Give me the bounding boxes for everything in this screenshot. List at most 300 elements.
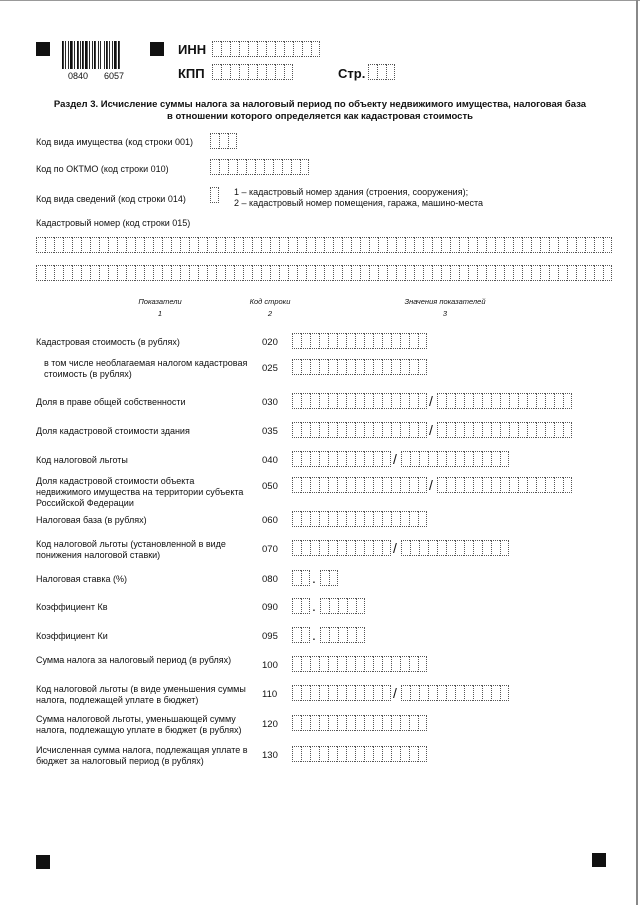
input-cell[interactable] (414, 265, 423, 281)
input-cell[interactable] (428, 540, 437, 556)
input-cell[interactable] (355, 746, 364, 762)
input-cell[interactable] (373, 359, 382, 375)
input-cell[interactable] (319, 477, 328, 493)
input-cell[interactable] (301, 570, 310, 586)
input-cell[interactable] (500, 477, 509, 493)
input-cell[interactable] (409, 333, 418, 349)
input-cell[interactable] (355, 540, 364, 556)
input-cell[interactable] (328, 393, 337, 409)
input-cell[interactable] (418, 359, 427, 375)
input-cell[interactable] (319, 333, 328, 349)
input-cell[interactable] (320, 598, 329, 614)
input-cell[interactable] (243, 265, 252, 281)
input-cell[interactable] (279, 237, 288, 253)
input-cell[interactable] (418, 746, 427, 762)
cadastral-number-field-row2[interactable] (36, 265, 612, 281)
input-cell[interactable] (482, 393, 491, 409)
input-cell[interactable] (400, 359, 409, 375)
input-cell[interactable] (319, 511, 328, 527)
input-cell[interactable] (364, 656, 373, 672)
input-cell[interactable] (594, 237, 603, 253)
input-cell[interactable] (273, 159, 282, 175)
input-cell[interactable] (545, 393, 554, 409)
row-field-040[interactable] (292, 451, 391, 467)
input-cell[interactable] (328, 746, 337, 762)
input-cell[interactable] (391, 393, 400, 409)
input-cell[interactable] (364, 422, 373, 438)
input-cell[interactable] (414, 237, 423, 253)
input-cell[interactable] (292, 422, 301, 438)
input-cell[interactable] (459, 265, 468, 281)
input-cell[interactable] (545, 422, 554, 438)
input-cell[interactable] (346, 333, 355, 349)
row-field-060[interactable] (292, 511, 427, 527)
input-cell[interactable] (328, 540, 337, 556)
input-cell[interactable] (500, 422, 509, 438)
input-cell[interactable] (382, 540, 391, 556)
row-field-090[interactable] (320, 598, 365, 614)
input-cell[interactable] (364, 746, 373, 762)
input-cell[interactable] (391, 422, 400, 438)
row-field-035[interactable] (292, 422, 427, 438)
input-cell[interactable] (386, 64, 395, 80)
input-cell[interactable] (355, 359, 364, 375)
inn-field[interactable] (212, 41, 320, 57)
input-cell[interactable] (301, 477, 310, 493)
input-cell[interactable] (324, 265, 333, 281)
input-cell[interactable] (255, 159, 264, 175)
input-cell[interactable] (477, 265, 486, 281)
input-cell[interactable] (45, 237, 54, 253)
input-cell[interactable] (518, 422, 527, 438)
input-cell[interactable] (576, 265, 585, 281)
input-cell[interactable] (347, 598, 356, 614)
input-cell[interactable] (310, 685, 319, 701)
input-cell[interactable] (410, 685, 419, 701)
input-cell[interactable] (387, 237, 396, 253)
input-cell[interactable] (347, 627, 356, 643)
input-cell[interactable] (337, 685, 346, 701)
input-cell[interactable] (418, 656, 427, 672)
row-field-080[interactable] (320, 570, 338, 586)
input-cell[interactable] (382, 685, 391, 701)
input-cell[interactable] (292, 511, 301, 527)
input-cell[interactable] (400, 477, 409, 493)
input-cell[interactable] (540, 265, 549, 281)
input-cell[interactable] (400, 656, 409, 672)
input-cell[interactable] (234, 265, 243, 281)
input-cell[interactable] (337, 656, 346, 672)
input-cell[interactable] (378, 237, 387, 253)
input-cell[interactable] (468, 237, 477, 253)
input-cell[interactable] (243, 237, 252, 253)
input-cell[interactable] (198, 265, 207, 281)
input-cell[interactable] (171, 265, 180, 281)
input-cell[interactable] (419, 685, 428, 701)
input-cell[interactable] (338, 598, 347, 614)
input-cell[interactable] (473, 422, 482, 438)
input-cell[interactable] (486, 265, 495, 281)
input-cell[interactable] (198, 237, 207, 253)
input-cell[interactable] (162, 265, 171, 281)
input-cell[interactable] (364, 359, 373, 375)
input-cell[interactable] (500, 393, 509, 409)
input-cell[interactable] (311, 41, 320, 57)
input-cell[interactable] (391, 511, 400, 527)
input-cell[interactable] (319, 422, 328, 438)
input-cell[interactable] (292, 451, 301, 467)
row-field-050[interactable] (437, 477, 572, 493)
input-cell[interactable] (338, 627, 347, 643)
input-cell[interactable] (356, 598, 365, 614)
input-cell[interactable] (500, 540, 509, 556)
input-cell[interactable] (329, 570, 338, 586)
input-cell[interactable] (297, 265, 306, 281)
input-cell[interactable] (405, 237, 414, 253)
input-cell[interactable] (536, 477, 545, 493)
page-number-field[interactable] (368, 64, 395, 80)
input-cell[interactable] (45, 265, 54, 281)
input-cell[interactable] (473, 393, 482, 409)
input-cell[interactable] (491, 685, 500, 701)
input-cell[interactable] (423, 265, 432, 281)
input-cell[interactable] (108, 265, 117, 281)
input-cell[interactable] (355, 715, 364, 731)
row-field-025[interactable] (292, 359, 427, 375)
input-cell[interactable] (342, 237, 351, 253)
input-cell[interactable] (355, 393, 364, 409)
input-cell[interactable] (216, 237, 225, 253)
input-cell[interactable] (36, 237, 45, 253)
input-cell[interactable] (477, 237, 486, 253)
input-cell[interactable] (382, 656, 391, 672)
input-cell[interactable] (346, 451, 355, 467)
input-cell[interactable] (319, 393, 328, 409)
input-cell[interactable] (346, 511, 355, 527)
input-cell[interactable] (563, 393, 572, 409)
input-cell[interactable] (594, 265, 603, 281)
input-cell[interactable] (301, 627, 310, 643)
input-cell[interactable] (108, 237, 117, 253)
input-cell[interactable] (464, 393, 473, 409)
input-cell[interactable] (464, 477, 473, 493)
input-cell[interactable] (328, 359, 337, 375)
input-cell[interactable] (504, 237, 513, 253)
input-cell[interactable] (549, 237, 558, 253)
input-cell[interactable] (117, 265, 126, 281)
input-cell[interactable] (364, 511, 373, 527)
input-cell[interactable] (446, 451, 455, 467)
input-cell[interactable] (428, 451, 437, 467)
input-cell[interactable] (144, 237, 153, 253)
input-cell[interactable] (567, 265, 576, 281)
input-cell[interactable] (419, 451, 428, 467)
input-cell[interactable] (292, 359, 301, 375)
input-cell[interactable] (346, 477, 355, 493)
input-cell[interactable] (346, 656, 355, 672)
input-cell[interactable] (558, 265, 567, 281)
input-cell[interactable] (301, 715, 310, 731)
input-cell[interactable] (373, 477, 382, 493)
input-cell[interactable] (355, 422, 364, 438)
input-cell[interactable] (292, 746, 301, 762)
input-cell[interactable] (216, 265, 225, 281)
input-cell[interactable] (300, 159, 309, 175)
input-cell[interactable] (549, 265, 558, 281)
input-cell[interactable] (99, 237, 108, 253)
input-cell[interactable] (301, 451, 310, 467)
input-cell[interactable] (301, 656, 310, 672)
input-cell[interactable] (382, 359, 391, 375)
input-cell[interactable] (284, 41, 293, 57)
input-cell[interactable] (491, 451, 500, 467)
input-cell[interactable] (401, 685, 410, 701)
input-cell[interactable] (189, 265, 198, 281)
input-cell[interactable] (432, 265, 441, 281)
input-cell[interactable] (355, 451, 364, 467)
input-cell[interactable] (310, 656, 319, 672)
input-cell[interactable] (558, 237, 567, 253)
input-cell[interactable] (337, 511, 346, 527)
input-cell[interactable] (455, 451, 464, 467)
input-cell[interactable] (328, 656, 337, 672)
input-cell[interactable] (405, 265, 414, 281)
input-cell[interactable] (320, 570, 329, 586)
input-cell[interactable] (288, 237, 297, 253)
input-cell[interactable] (36, 265, 45, 281)
input-cell[interactable] (382, 333, 391, 349)
input-cell[interactable] (292, 393, 301, 409)
input-cell[interactable] (257, 41, 266, 57)
input-cell[interactable] (310, 393, 319, 409)
input-cell[interactable] (536, 393, 545, 409)
input-cell[interactable] (248, 41, 257, 57)
input-cell[interactable] (500, 685, 509, 701)
input-cell[interactable] (346, 685, 355, 701)
input-cell[interactable] (301, 685, 310, 701)
input-cell[interactable] (117, 237, 126, 253)
input-cell[interactable] (329, 598, 338, 614)
input-cell[interactable] (261, 265, 270, 281)
row-field-080[interactable] (292, 570, 310, 586)
input-cell[interactable] (455, 685, 464, 701)
input-cell[interactable] (382, 451, 391, 467)
input-cell[interactable] (301, 393, 310, 409)
input-cell[interactable] (319, 359, 328, 375)
input-cell[interactable] (319, 540, 328, 556)
input-cell[interactable] (346, 393, 355, 409)
input-cell[interactable] (382, 477, 391, 493)
input-cell[interactable] (301, 598, 310, 614)
input-cell[interactable] (518, 393, 527, 409)
input-cell[interactable] (473, 685, 482, 701)
input-cell[interactable] (513, 265, 522, 281)
input-cell[interactable] (419, 540, 428, 556)
input-cell[interactable] (409, 746, 418, 762)
input-cell[interactable] (364, 333, 373, 349)
input-cell[interactable] (310, 746, 319, 762)
input-cell[interactable] (536, 422, 545, 438)
input-cell[interactable] (437, 451, 446, 467)
input-cell[interactable] (282, 159, 291, 175)
input-cell[interactable] (257, 64, 266, 80)
input-cell[interactable] (441, 265, 450, 281)
input-cell[interactable] (382, 511, 391, 527)
input-cell[interactable] (437, 540, 446, 556)
input-cell[interactable] (360, 265, 369, 281)
input-cell[interactable] (567, 237, 576, 253)
input-cell[interactable] (387, 265, 396, 281)
input-cell[interactable] (261, 237, 270, 253)
input-cell[interactable] (288, 265, 297, 281)
input-cell[interactable] (237, 159, 246, 175)
input-cell[interactable] (401, 540, 410, 556)
input-cell[interactable] (337, 359, 346, 375)
input-cell[interactable] (369, 265, 378, 281)
input-cell[interactable] (468, 265, 477, 281)
input-cell[interactable] (320, 627, 329, 643)
input-cell[interactable] (264, 159, 273, 175)
input-cell[interactable] (527, 477, 536, 493)
input-cell[interactable] (337, 451, 346, 467)
input-cell[interactable] (364, 715, 373, 731)
input-cell[interactable] (153, 237, 162, 253)
input-cell[interactable] (603, 237, 612, 253)
input-cell[interactable] (230, 41, 239, 57)
input-cell[interactable] (522, 237, 531, 253)
input-cell[interactable] (491, 393, 500, 409)
input-cell[interactable] (54, 265, 63, 281)
input-cell[interactable] (527, 422, 536, 438)
input-cell[interactable] (464, 451, 473, 467)
input-cell[interactable] (482, 685, 491, 701)
input-cell[interactable] (306, 265, 315, 281)
input-cell[interactable] (310, 540, 319, 556)
input-cell[interactable] (491, 540, 500, 556)
input-cell[interactable] (328, 422, 337, 438)
input-cell[interactable] (346, 540, 355, 556)
input-cell[interactable] (275, 41, 284, 57)
input-cell[interactable] (315, 265, 324, 281)
input-cell[interactable] (509, 422, 518, 438)
input-cell[interactable] (234, 237, 243, 253)
input-cell[interactable] (355, 685, 364, 701)
row-field-110[interactable] (292, 685, 391, 701)
input-cell[interactable] (239, 41, 248, 57)
row-field-050[interactable] (292, 477, 427, 493)
input-cell[interactable] (333, 265, 342, 281)
input-cell[interactable] (292, 656, 301, 672)
input-cell[interactable] (364, 451, 373, 467)
input-cell[interactable] (418, 511, 427, 527)
input-cell[interactable] (455, 393, 464, 409)
row-field-120[interactable] (292, 715, 427, 731)
input-cell[interactable] (409, 656, 418, 672)
input-cell[interactable] (409, 359, 418, 375)
input-cell[interactable] (292, 477, 301, 493)
input-cell[interactable] (446, 393, 455, 409)
input-cell[interactable] (540, 237, 549, 253)
input-cell[interactable] (382, 746, 391, 762)
input-cell[interactable] (337, 422, 346, 438)
input-cell[interactable] (266, 64, 275, 80)
input-cell[interactable] (373, 746, 382, 762)
input-cell[interactable] (409, 422, 418, 438)
input-cell[interactable] (459, 237, 468, 253)
input-cell[interactable] (144, 265, 153, 281)
input-cell[interactable] (126, 265, 135, 281)
input-cell[interactable] (563, 477, 572, 493)
input-cell[interactable] (315, 237, 324, 253)
input-cell[interactable] (400, 746, 409, 762)
input-cell[interactable] (500, 451, 509, 467)
input-cell[interactable] (401, 451, 410, 467)
input-cell[interactable] (346, 746, 355, 762)
input-cell[interactable] (377, 64, 386, 80)
input-cell[interactable] (221, 41, 230, 57)
input-cell[interactable] (464, 422, 473, 438)
input-cell[interactable] (63, 237, 72, 253)
input-cell[interactable] (423, 237, 432, 253)
input-cell[interactable] (210, 133, 219, 149)
input-cell[interactable] (54, 237, 63, 253)
input-cell[interactable] (396, 237, 405, 253)
input-cell[interactable] (63, 265, 72, 281)
input-cell[interactable] (373, 422, 382, 438)
row-field-030[interactable] (437, 393, 572, 409)
input-cell[interactable] (337, 393, 346, 409)
input-cell[interactable] (328, 477, 337, 493)
input-cell[interactable] (225, 265, 234, 281)
input-cell[interactable] (337, 477, 346, 493)
input-cell[interactable] (437, 477, 446, 493)
oktmo-field[interactable] (210, 159, 309, 175)
input-cell[interactable] (248, 64, 257, 80)
input-cell[interactable] (329, 627, 338, 643)
input-cell[interactable] (531, 265, 540, 281)
input-cell[interactable] (355, 656, 364, 672)
input-cell[interactable] (473, 451, 482, 467)
input-cell[interactable] (563, 422, 572, 438)
input-cell[interactable] (292, 540, 301, 556)
input-cell[interactable] (266, 41, 275, 57)
input-cell[interactable] (364, 477, 373, 493)
input-cell[interactable] (495, 265, 504, 281)
row-field-070[interactable] (401, 540, 509, 556)
input-cell[interactable] (396, 265, 405, 281)
input-cell[interactable] (180, 237, 189, 253)
input-cell[interactable] (522, 265, 531, 281)
input-cell[interactable] (373, 685, 382, 701)
input-cell[interactable] (441, 237, 450, 253)
input-cell[interactable] (482, 540, 491, 556)
input-cell[interactable] (482, 422, 491, 438)
input-cell[interactable] (279, 265, 288, 281)
input-cell[interactable] (531, 237, 540, 253)
input-cell[interactable] (491, 422, 500, 438)
kpp-field[interactable] (212, 64, 293, 80)
input-cell[interactable] (432, 237, 441, 253)
input-cell[interactable] (373, 451, 382, 467)
input-cell[interactable] (446, 477, 455, 493)
input-cell[interactable] (509, 477, 518, 493)
input-cell[interactable] (328, 451, 337, 467)
input-cell[interactable] (90, 237, 99, 253)
row-field-130[interactable] (292, 746, 427, 762)
input-cell[interactable] (337, 333, 346, 349)
input-cell[interactable] (437, 422, 446, 438)
input-cell[interactable] (270, 265, 279, 281)
